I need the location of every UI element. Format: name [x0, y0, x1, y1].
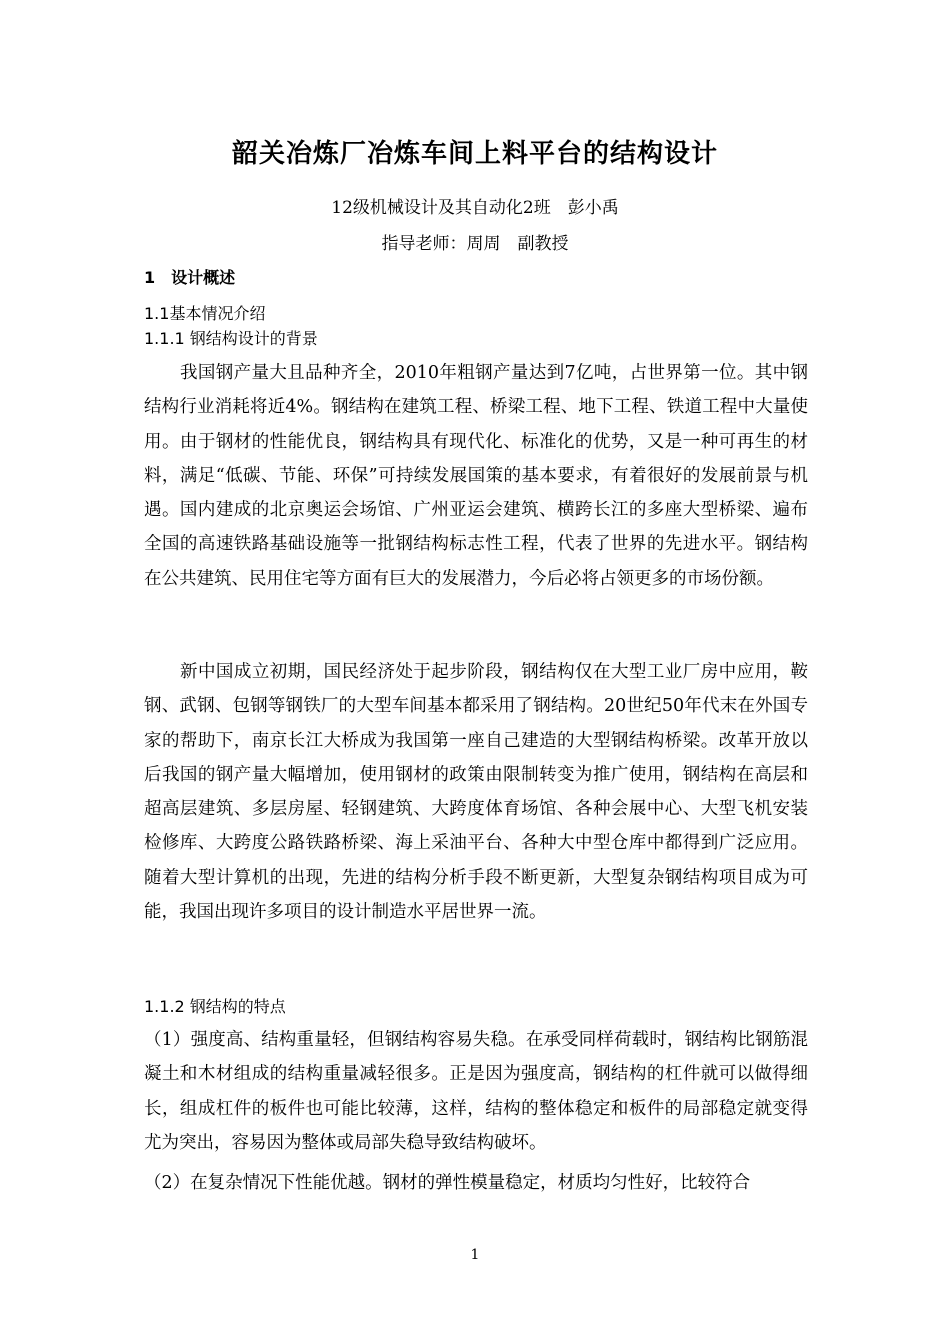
paragraph-steel-history: 新中国成立初期，国民经济处于起步阶段，钢结构仅在大型工业厂房中应用，鞍钢、武钢、包钢等钢铁厂的大型车间基本都采用了钢结构。20世纪50年代末在外国专家的帮助下，南京长江大桥成为我国第一座自己建造的大型钢结构桥梁。改革开放以后我国的钢产量大幅增加，使用钢材的政策由限制转变为推广使用，钢结构在高层和超高层建筑、多层房屋、轻钢建筑、大跨度体育场馆、各种会展中心、大型飞机安装检修库、大跨度公路铁路桥梁、海上采油平台、各种大中型仓库中都得到广泛应用。随着大型计算机的出现，先进的结构分析手段不断更新，大型复杂钢结构项目成为可能，我国出现许多项目的设计制造水平居世界一流。	[144, 662, 808, 923]
advisor-line: 指导老师：周周 副教授	[381, 234, 569, 254]
section-heading-1-1-1: 1.1.1 钢结构设计的背景	[144, 329, 318, 348]
paragraph-steel-background: 我国钢产量大且品种齐全，2010年粗钢产量达到7亿吨，占世界第一位。其中钢结构行业消耗将近4%。钢结构在建筑工程、桥梁工程、地下工程、铁道工程中大量使用。由于钢材的性能优良，钢结构具有现代化、标准化的优势，又是一种可再生的材料，满足“低碳、节能、环保”可持续发展国策的基本要求，有着很好的发展前景与机遇。国内建成的北京奥运会场馆、广州亚运会建筑、横跨长江的多座大型桥梁、遍布全国的高速铁路基础设施等一批钢结构标志性工程，代表了世界的先进水平。钢结构在公共建筑、民用住宅等方面有巨大的发展潜力，今后必将占领更多的市场份额。	[144, 363, 808, 589]
page-number: 1	[470, 1247, 480, 1263]
section-heading-1-1: 1.1基本情况介绍	[144, 304, 266, 323]
paragraph-feature-2: （2）在复杂情况下性能优越。钢材的弹性模量稳定，材质均匀性好，比较符合	[144, 1173, 751, 1193]
paragraph-feature-1: （1）强度高、结构重量轻，但钢结构容易失稳。在承受同样荷载时，钢结构比钢筋混凝土和木材组成的结构重量减轻很多。正是因为强度高，钢结构的杠件就可以做得细长，组成杠件的板件也可能比较薄，这样，结构的整体稳定和板件的局部稳定就变得尤为突出，容易因为整体或局部失稳导致结构破坏。	[144, 1030, 808, 1153]
document-title: 韶关冶炼厂冶炼车间上料平台的结构设计	[231, 139, 718, 169]
section-heading-1-1-2: 1.1.2 钢结构的特点	[144, 997, 286, 1016]
section-heading-1: 1 设计概述	[144, 268, 236, 287]
author-line: 12级机械设计及其自动化2班 彭小禹	[331, 198, 619, 218]
